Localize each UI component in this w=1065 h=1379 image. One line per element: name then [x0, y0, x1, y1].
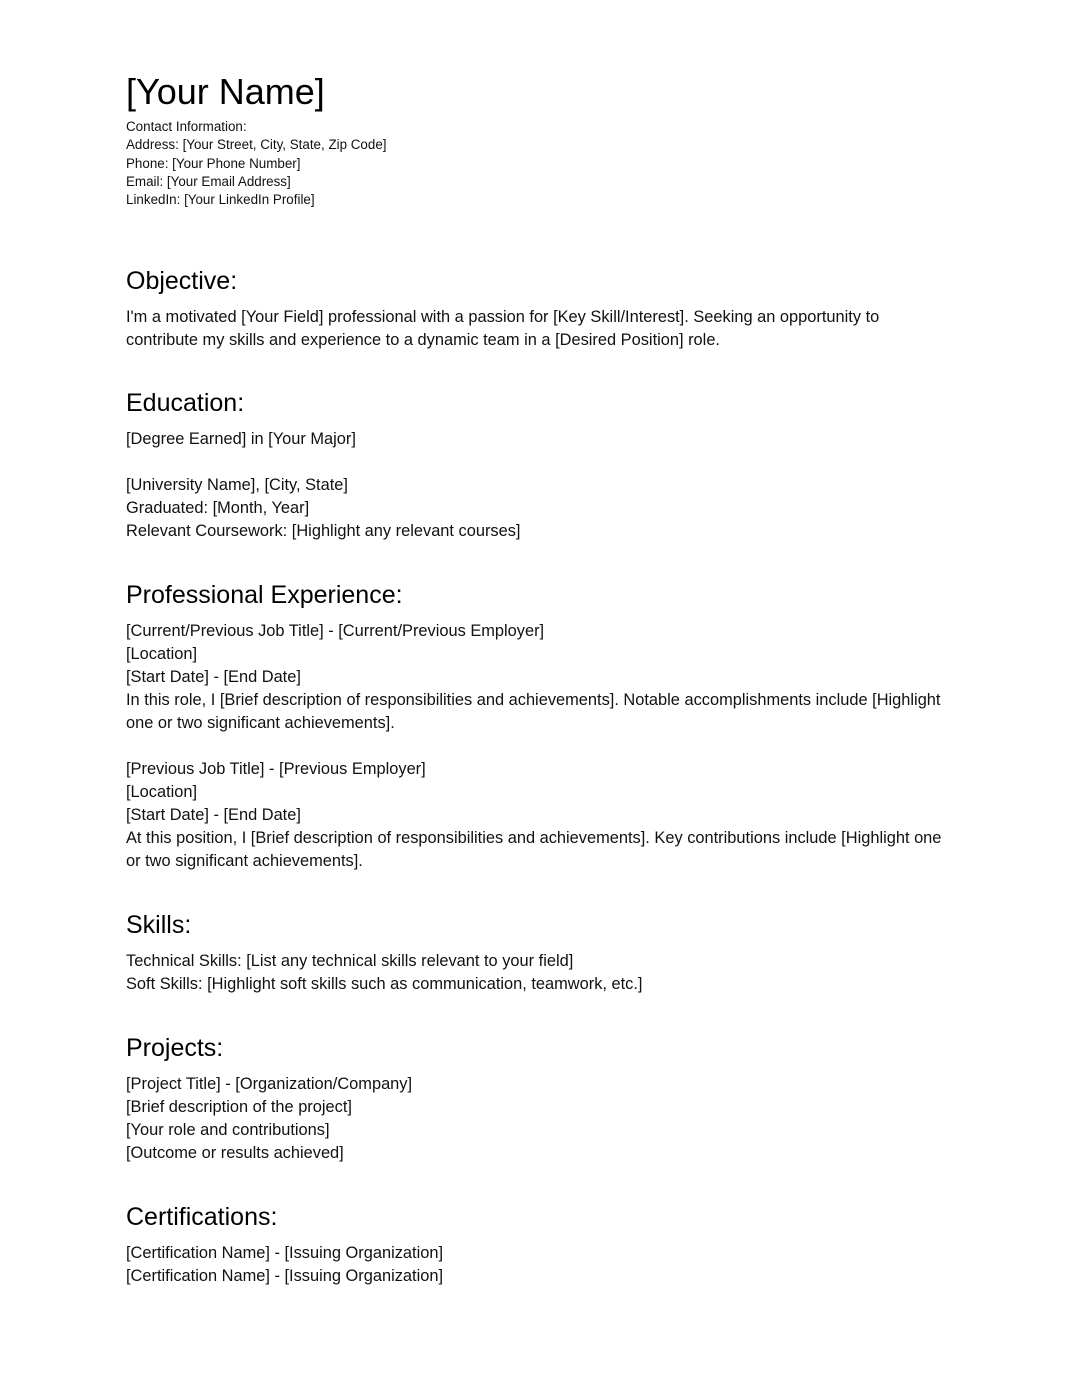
certifications-body: [126, 1242, 946, 1288]
resume-page: [126, 70, 946, 1285]
skills-soft: Soft Skills: [Highlight soft skills such as communication, teamwork, etc.]: [126, 975, 643, 993]
education-coursework: Relevant Coursework: [Highlight any relevant courses]: [126, 522, 521, 540]
section-title-skills: Skills:: [126, 911, 192, 939]
spacer: [126, 451, 946, 474]
job-description: At this position, I [Brief description of responsibilities and achievements]. Key contributions include [Highlight one or two significant achievements].: [126, 829, 942, 870]
skills-technical: Technical Skills: [List any technical skills relevant to your field]: [126, 952, 574, 970]
contact-email: Email: [Your Email Address]: [126, 173, 291, 189]
job-location: [Location]: [126, 645, 198, 663]
contact-phone: Phone: [Your Phone Number]: [126, 155, 301, 171]
objective-text: I'm a motivated [Your Field] professional with a passion for [Key Skill/Interest]. Seeking an opportunity to contribute my skills and experience to a dynamic team in a [Desired Position] role.: [126, 308, 880, 349]
contact-address: Address: [Your Street, City, State, Zip Code]: [126, 137, 387, 153]
section-education: [126, 388, 946, 543]
education-graduated: Graduated: [Month, Year]: [126, 499, 310, 517]
resume-name: [Your Name]: [126, 71, 325, 112]
section-experience: [126, 580, 946, 873]
job-description: In this role, I [Brief description of responsibilities and achievements]. Notable accomplishments include [Highlight one or two significant achievements].: [126, 691, 941, 732]
section-projects: [126, 1033, 946, 1165]
certification-line: [Certification Name] - [Issuing Organization]: [126, 1244, 444, 1262]
project-line: [Outcome or results achieved]: [126, 1144, 344, 1162]
job-title-line: [Current/Previous Job Title] - [Current/Previous Employer]: [126, 622, 545, 640]
job-entry: [126, 758, 946, 873]
resume-header: [126, 70, 946, 209]
section-title-experience: Professional Experience:: [126, 581, 403, 609]
job-title-line: [Previous Job Title] - [Previous Employer]: [126, 760, 426, 778]
projects-body: [126, 1073, 946, 1165]
job-dates: [Start Date] - [End Date]: [126, 806, 301, 824]
contact-block: [126, 118, 946, 209]
experience-body: [126, 620, 946, 873]
contact-heading: Contact Information:: [126, 119, 247, 134]
job-dates: [Start Date] - [End Date]: [126, 668, 301, 686]
section-title-projects: Projects:: [126, 1034, 224, 1062]
project-line: [Brief description of the project]: [126, 1098, 352, 1116]
job-entry: [126, 620, 946, 735]
section-certifications: [126, 1202, 946, 1288]
objective-body: [126, 306, 946, 352]
section-title-objective: Objective:: [126, 267, 238, 295]
education-university: [University Name], [City, State]: [126, 476, 348, 494]
project-line: [Your role and contributions]: [126, 1121, 330, 1139]
section-title-education: Education:: [126, 389, 245, 417]
certification-line: [Certification Name] - [Issuing Organization]: [126, 1267, 444, 1285]
spacer: [126, 735, 946, 758]
section-objective: [126, 266, 946, 352]
skills-body: [126, 950, 946, 996]
contact-linkedin: LinkedIn: [Your LinkedIn Profile]: [126, 192, 315, 208]
job-location: [Location]: [126, 783, 198, 801]
section-skills: [126, 910, 946, 996]
education-degree: [Degree Earned] in [Your Major]: [126, 430, 356, 448]
education-body: [126, 428, 946, 543]
project-line: [Project Title] - [Organization/Company]: [126, 1075, 413, 1093]
section-title-certifications: Certifications:: [126, 1203, 278, 1231]
